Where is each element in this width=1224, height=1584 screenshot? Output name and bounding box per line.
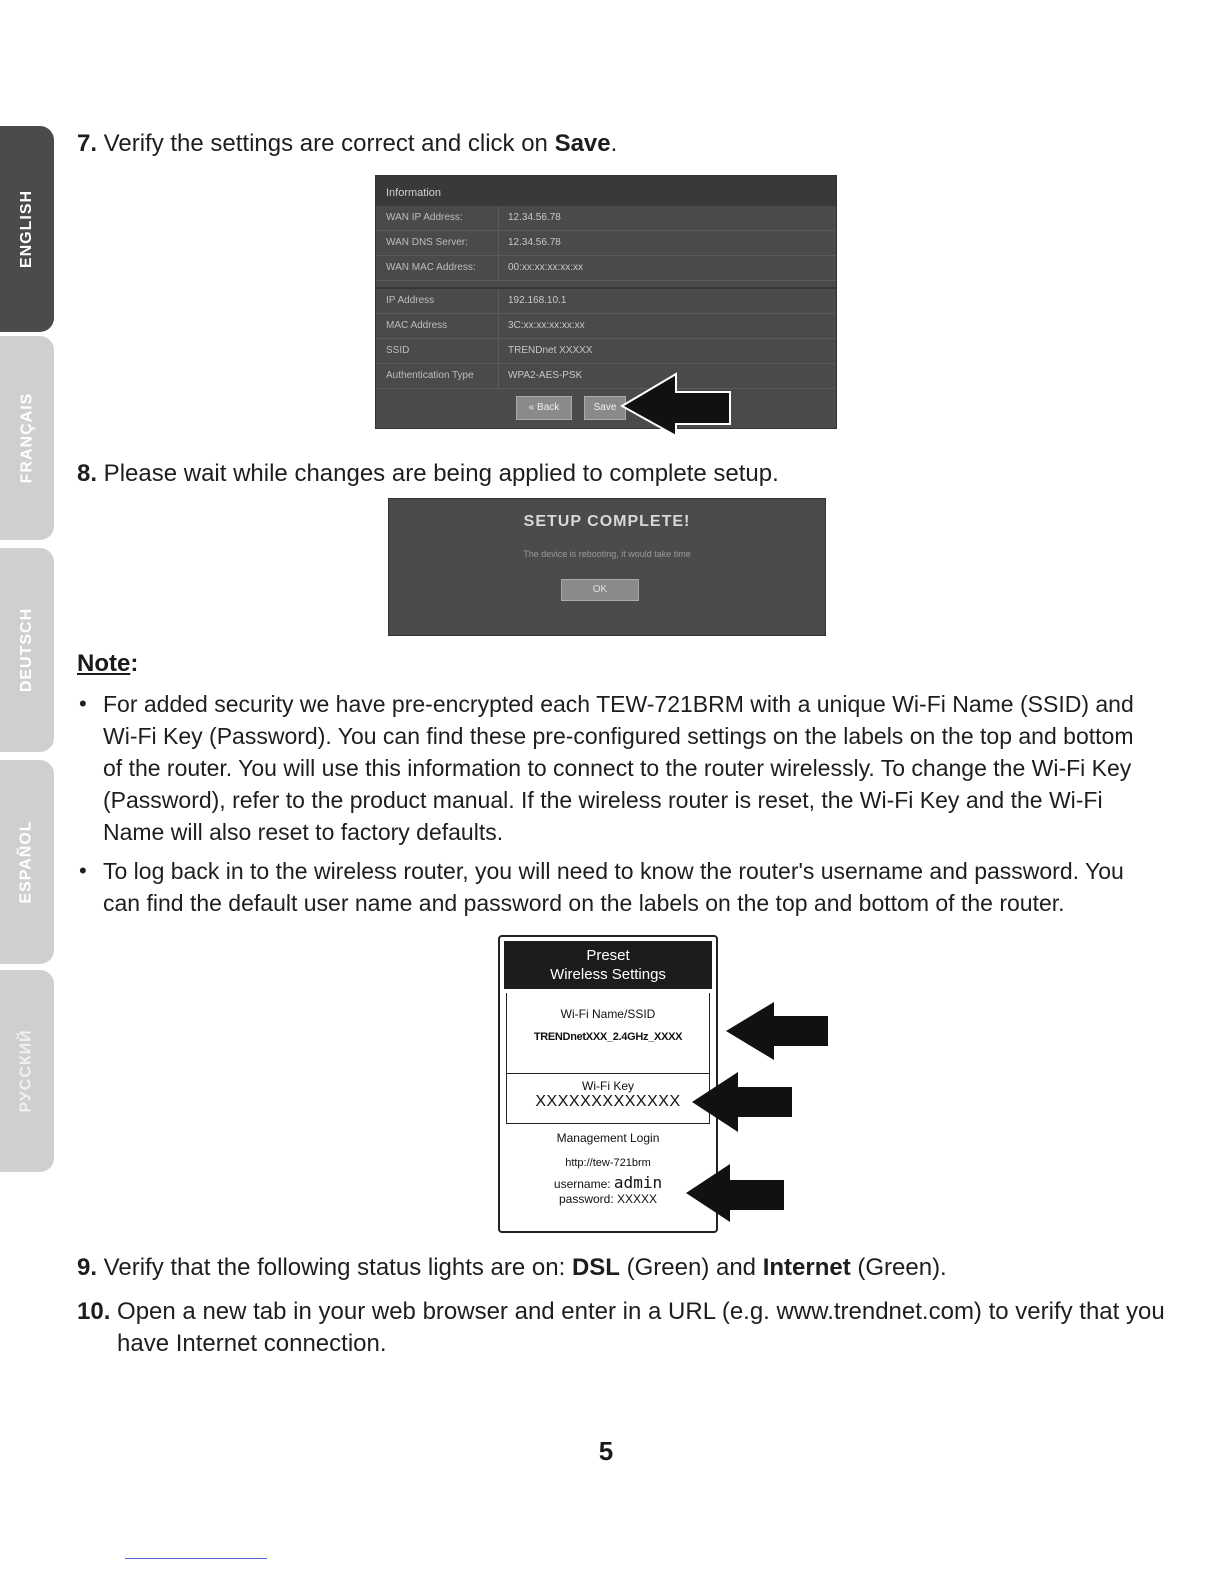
info-value: 192.168.10.1 — [508, 295, 567, 306]
wifi-key-label: Wi-Fi Key — [582, 1079, 634, 1093]
password-label: password: — [558, 1192, 617, 1206]
note-heading — [77, 650, 138, 678]
info-row-wan-mac — [376, 256, 836, 281]
info-value: WPA2-AES-PSK — [508, 370, 583, 381]
back-button[interactable]: « Back — [516, 396, 572, 420]
ok-button[interactable]: OK — [561, 579, 639, 601]
setup-complete-screenshot — [388, 498, 826, 636]
info-value: 00:xx:xx:xx:xx:xx — [508, 262, 584, 273]
label-title-line2: Wireless Settings — [550, 966, 666, 983]
info-label: Authentication Type — [386, 370, 474, 381]
tab-francais-label: FRANÇAIS — [18, 392, 36, 484]
step-7-period: . — [610, 130, 618, 157]
footer-rule — [125, 1558, 267, 1559]
wifi-name-label: Wi-Fi Name/SSID — [560, 1007, 656, 1021]
management-section — [506, 1125, 710, 1225]
information-screenshot — [375, 175, 837, 429]
step-9-number: 9. — [77, 1254, 98, 1281]
tab-russian-label: РУССКИЙ — [18, 1029, 36, 1113]
info-label: WAN IP Address: — [386, 212, 463, 223]
tab-espanol-label: ESPAÑOL — [18, 820, 35, 904]
info-label: MAC Address — [386, 320, 448, 331]
username-label: username: — [553, 1177, 614, 1191]
info-value: TRENDnet XXXXX — [508, 345, 593, 356]
step-9-text: (Green) and — [619, 1254, 763, 1281]
info-value: 12.34.56.78 — [508, 237, 561, 248]
step-7-number: 7. — [77, 130, 98, 157]
step-9-internet: Internet — [762, 1254, 851, 1281]
username-value: admin — [613, 1173, 663, 1192]
step-7-text: Verify the settings are correct and click on — [97, 130, 555, 157]
info-label: WAN MAC Address: — [386, 262, 476, 273]
info-row-auth — [376, 364, 836, 389]
arrow-left-icon — [724, 1000, 830, 1062]
step-9-text: Verify that the following status lights are on: — [97, 1254, 572, 1281]
info-row-ip — [376, 289, 836, 314]
note-bullet: • For added security we have pre-encrypted each TEW-721BRM with a unique Wi-Fi Name (SSID) and Wi-Fi Key (Password). You can find these pre-configured settings on the labels on the top and bottom of the router. You will use this information to connect to the router wirelessly. To change the Wi-Fi Key (Password), refer to the product manual. If the wireless router is reset, the Wi-Fi Key and the Wi-Fi Name will also reset to factory defaults. — [77, 688, 1147, 848]
password-value: XXXXX — [617, 1192, 658, 1206]
info-row-wan-ip — [376, 206, 836, 231]
step-9-dsl: DSL — [571, 1254, 620, 1281]
note-word: Note — [77, 650, 131, 677]
note-colon: : — [130, 650, 139, 677]
info-label: SSID — [386, 345, 410, 356]
info-label: IP Address — [386, 295, 435, 306]
label-title — [504, 941, 712, 989]
info-value: 3C:xx:xx:xx:xx:xx — [508, 320, 585, 331]
management-label: Management Login — [556, 1131, 660, 1145]
note-list — [77, 688, 1147, 926]
wifi-key-value: XXXXXXXXXXXXX — [535, 1093, 681, 1110]
tab-russian[interactable] — [0, 970, 54, 1172]
tab-deutsch[interactable] — [0, 548, 54, 752]
step-10-number: 10. — [77, 1298, 111, 1325]
step-8-text: Please wait while changes are being applied to complete setup. — [97, 460, 779, 487]
wifi-key-section — [506, 1073, 710, 1124]
info-value: 12.34.56.78 — [508, 212, 561, 223]
tab-espanol[interactable] — [0, 760, 54, 964]
tab-deutsch-label: DEUTSCH — [18, 607, 35, 693]
info-row-mac — [376, 314, 836, 339]
setup-complete-message: The device is rebooting, it would take time — [523, 549, 691, 559]
page-number: 5 — [598, 1436, 614, 1466]
step-9 — [77, 1252, 947, 1284]
information-header: Information — [376, 176, 836, 206]
tab-english-label: ENGLISH — [18, 189, 35, 269]
arrow-left-icon — [684, 1162, 786, 1224]
step-9-text: (Green). — [850, 1254, 947, 1281]
step-8-number: 8. — [77, 460, 98, 487]
step-8 — [77, 458, 779, 490]
label-title-line1: Preset — [586, 947, 630, 964]
info-label: WAN DNS Server: — [386, 237, 468, 248]
wifi-name-section — [506, 993, 710, 1074]
arrow-left-icon — [618, 370, 734, 440]
tab-francais[interactable] — [0, 336, 54, 540]
wifi-name-value: TRENDnetXXX_2.4GHz_XXXX — [533, 1031, 683, 1043]
note-bullet: • To log back in to the wireless router, you will need to know the router's username and password. You can find the default user name and password on the labels on the top and bottom of the router. — [77, 855, 1147, 919]
step-10 — [77, 1296, 1187, 1360]
save-button[interactable]: Save — [584, 396, 626, 420]
step-7-save-word: Save — [554, 130, 611, 157]
step-7 — [77, 128, 617, 160]
info-row-ssid — [376, 339, 836, 364]
info-row-wan-dns — [376, 231, 836, 256]
management-url: http://tew-721brm — [565, 1157, 651, 1169]
step-10-text: Open a new tab in your web browser and enter in a URL (e.g. www.trendnet.com) to verify that you have Internet connection. — [110, 1298, 1165, 1357]
setup-complete-title: SETUP COMPLETE! — [523, 513, 691, 530]
tab-english[interactable] — [0, 126, 54, 332]
arrow-left-icon — [690, 1070, 794, 1134]
